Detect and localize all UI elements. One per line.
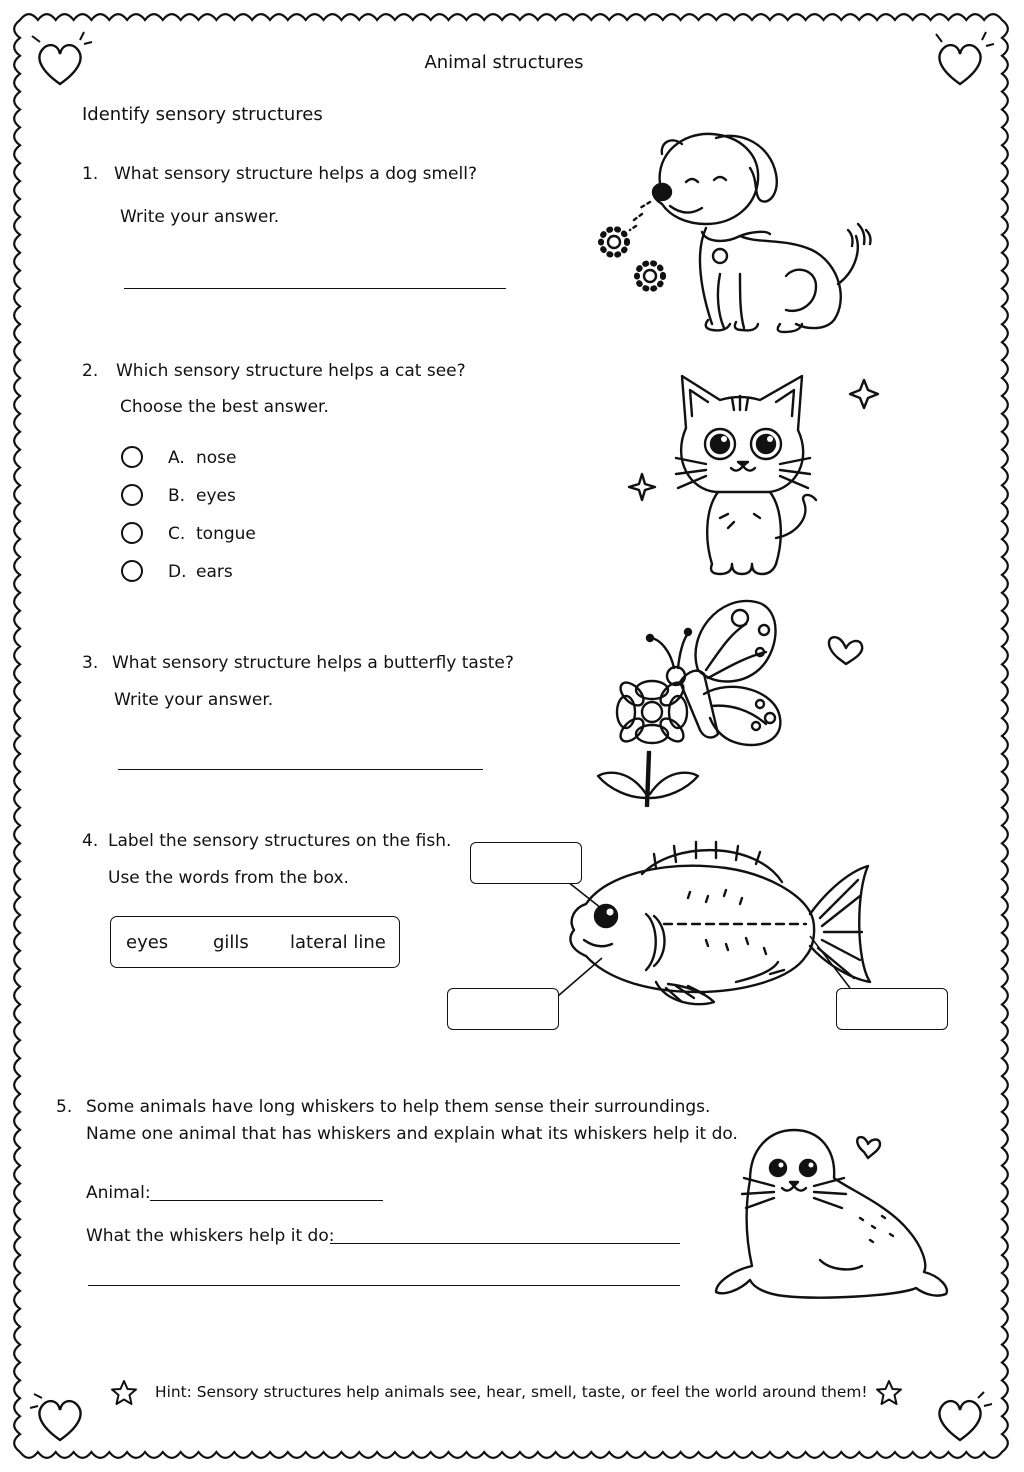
q2-option-a-radio[interactable]	[121, 446, 143, 468]
q2-option-b-radio[interactable]	[121, 484, 143, 506]
q3-answer-line[interactable]	[118, 769, 483, 770]
q5-question-line1: Some animals have long whiskers to help them sense their surroundings.	[86, 1097, 711, 1117]
cat-illustration	[620, 368, 880, 578]
q1-answer-line[interactable]	[124, 288, 506, 289]
q5-whiskers-label: What the whiskers help it do:	[86, 1226, 335, 1246]
word-bank-word: lateral line	[290, 932, 386, 953]
corner-heart-icon-bottom-left	[22, 1378, 102, 1458]
q1-question: What sensory structure helps a dog smell?	[114, 164, 477, 184]
word-bank-word: gills	[213, 932, 249, 953]
q5-question-line2: Name one animal that has whiskers and explain what its whiskers help it do.	[86, 1124, 738, 1144]
q1-number: 1.	[82, 164, 99, 184]
q5-animal-answer-line[interactable]	[150, 1200, 383, 1201]
dog-illustration	[590, 124, 880, 344]
q2-option-b-text: eyes	[196, 486, 236, 506]
q5-extra-answer-line[interactable]	[88, 1285, 680, 1286]
q4-question: Label the sensory structures on the fish.	[108, 831, 452, 851]
q2-number: 2.	[82, 361, 99, 381]
q2-option-d-letter: D.	[168, 562, 187, 582]
q2-option-d-radio[interactable]	[121, 560, 143, 582]
word-bank-word: eyes	[126, 932, 169, 953]
star-icon-right	[875, 1379, 903, 1407]
q4-instruction: Use the words from the box.	[108, 868, 349, 888]
q5-number: 5.	[56, 1097, 73, 1117]
q2-option-b-letter: B.	[168, 486, 186, 506]
q2-option-a-letter: A.	[168, 448, 185, 468]
q2-option-c-text: tongue	[196, 524, 256, 544]
q1-instruction: Write your answer.	[120, 207, 280, 227]
q5-whiskers-answer-line[interactable]	[330, 1243, 680, 1244]
seal-illustration	[710, 1120, 970, 1310]
fish-label-box-lateral-line[interactable]	[836, 988, 948, 1030]
q2-question: Which sensory structure helps a cat see?	[116, 361, 466, 381]
star-icon-left	[110, 1379, 138, 1407]
q4-number: 4.	[82, 831, 99, 851]
q2-option-c-letter: C.	[168, 524, 186, 544]
q3-question: What sensory structure helps a butterfly taste?	[112, 653, 514, 673]
q5-animal-label: Animal:	[86, 1183, 151, 1203]
q2-instruction: Choose the best answer.	[120, 397, 329, 417]
q2-option-c-radio[interactable]	[121, 522, 143, 544]
section-heading: Identify sensory structures	[82, 104, 323, 125]
fish-label-box-eyes[interactable]	[470, 842, 582, 884]
q2-option-d-text: ears	[196, 562, 233, 582]
fish-label-box-gills[interactable]	[447, 988, 559, 1030]
q2-option-a-text: nose	[196, 448, 237, 468]
butterfly-on-flower-illustration	[580, 594, 870, 814]
q3-instruction: Write your answer.	[114, 690, 274, 710]
corner-heart-icon-bottom-right	[922, 1378, 1002, 1458]
q3-number: 3.	[82, 653, 99, 673]
worksheet-title: Animal structures	[424, 52, 584, 73]
hint-text: Hint: Sensory structures help animals see, hear, smell, taste, or feel the world around them!	[155, 1383, 868, 1401]
